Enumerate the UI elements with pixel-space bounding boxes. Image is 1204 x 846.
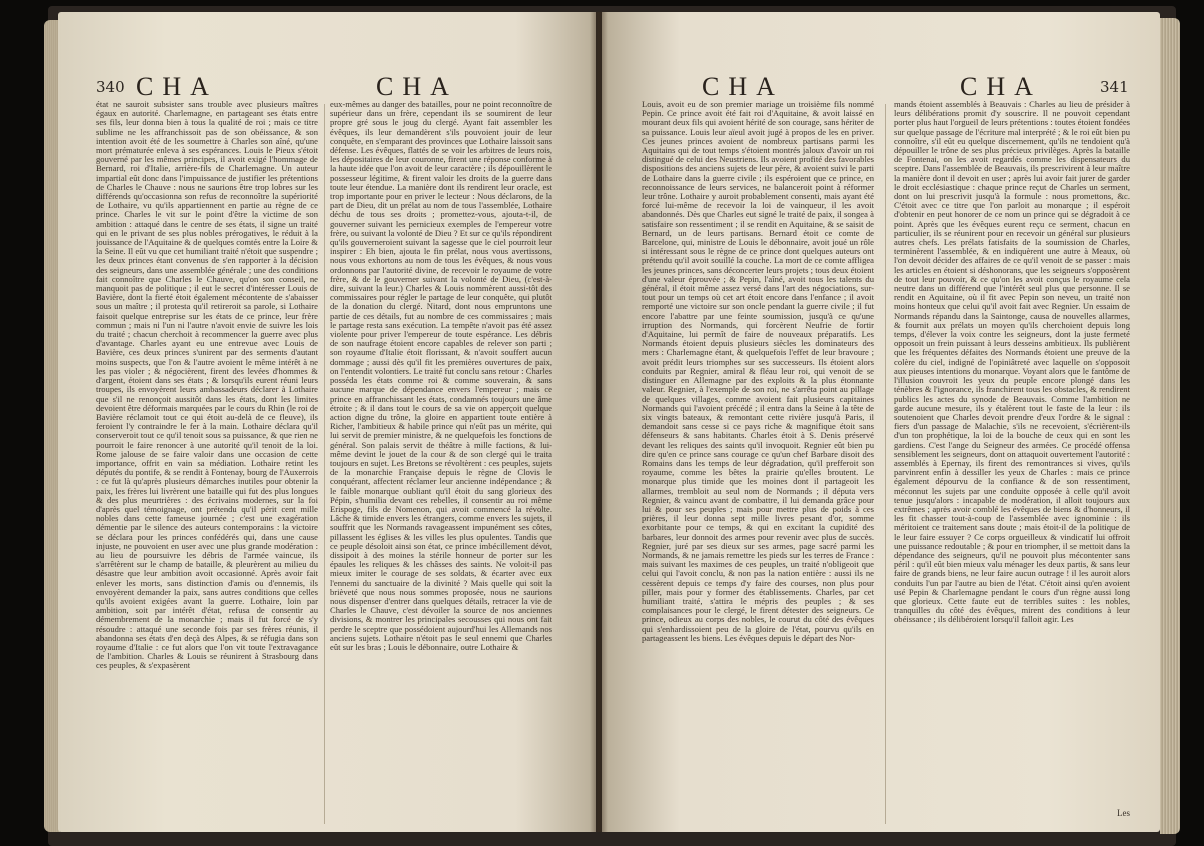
page-number: 341: [1100, 78, 1129, 96]
right-page-header: [642, 72, 1132, 102]
running-head-right-col: CHA: [376, 72, 458, 101]
body-text: mands étoient assemblés à Beauvais : Charles au lieu de présider à leurs délibérations promit d'y souscrire. Il ne pouvoit cependant porter plus haut l'orgueil de leurs prétentions : toutes étoient fondées sur quelque passage de l'écriture mal interprété ; & le roi eût bien pu connoître, s'il eût eu quelque discernement, qu'ils ne tendoient qu'à dépouiller le trône de ses plus précieux privilèges. Après la bataille de Fontenai, on les avoit regardés comme les dispensateurs du sceptre. Dans l'assemblée de Beauvais, ils prescrivirent à leur maître la manière dont il devoit en user ; après lui avoir fait jurer de garder le droit ecclésiastique : chaque prince reçut de Charles un serment, dont on lui prescrivit jusqu'à la formule : nous promettons, &c. C'étoit avec ce titre que l'on parloit au monarque ; il espéroit d'obtenir en peut honorer de ce nom un prince qui se dégradoit à ce point. Après que les évêques eurent reçu ce serment, chacun en particulier, ils se réunirent pour en recevoir un général sur plusieurs autres chefs. Les prélats fatisfaits de la soumission de Charles, terminèrent l'assemblée, & en indiquèrent une autre à Meaux, où l'on devoit décider des affaires de ce qu'il venoit de se passer : mais les articles en étoient si déshonorans, que les seigneurs s'opposèrent de tout leur pouvoir, & ce qu'on les avoit conçus le royaume cela neutre dans un différend que l'intérêt seul plus que personne. Il se rendit en Aquitaine, où il fit avec Pepin son neveu, un traité non moins honteux que celui qu'il avoit fait avec Regnier. Un essaim de Normands répandu dans la Saintonge, causa de nouvelles allarmes, & fournit aux prélats un moyen qu'ils cherchoient depuis long temps, d'élever la voix contre les seigneurs, dont la juste fermeté opposoit un frein puissant à leurs desseins ambitieux. Ils publièrent que les fréquentes défaites des Normands étoient une preuve de la colère du ciel, indigné de l'opiniâtreté avec laquelle on s'opposoit aux pieuses intentions du monarque. Voyant alors que le fantôme de l'illusion couvroit les yeux du peuple encore plongé dans les ténèbres & l'ignorance, ils franchirent tous les obstacles, & rendirent publics les actes du synode de Beauvais. Comme l'ambition ne garde aucune mesure, ils y étalèrent tout le faste de la leur : ils soutenoient que Charles devoit prendre d'eux l'ordre & le signal : fiers d'un passage de Malachie, s'ils ne recevoient, s'écrièrent-ils d'un ton prophétique, la loi de la bouche de ceux qui en sont les gardiens. C'est l'ange du Seigneur des armées. Ce procédé offensa sensiblement les seigneurs, dont on attaquoit ouvertement l'autorité : assemblés à Epernay, ils firent des remontrances si vives, qu'ils parvinrent enfin à dessiller les yeux de Charles : mais ce prince également dépourvu de la confiance & de son ressentiment, méconnut les sujets par une conduite opposée à celle qu'il avoit tenue jusqu'alors : incapable de modération, il alloit toujours aux extrêmes ; après avoir comblé les évêques de biens & d'honneurs, il les fit chasser tout-à-coup de l'assemblée avec ignominie : ils méritoient ce traitement sans doute ; mais étoit-il de la politique de le leur faire essuyer ? Ce corps orgueilleux & vindicatif lui offroit une puissance redoutable ; & pour en triompher, il se mettoit dans la dépendance des seigneurs, qu'il ne pouvoit plus mécontenter sans péril : qu'il eût bien mieux valu ménager les deux partis, & sans leur faire de grands biens, ne leur faire aucun outrage ! il les auroit alors conduits l'un par l'autre au bien de l'état. C'étoit ainsi qu'en avoient usé Pepin & Charlemagne pendant le cours d'un règne aussi long que glorieux. Cette faute eut de terribles suites : les nobles, tranquilles du côté des évêques, mirent des conditions à leur obéissance ; ils délibéroient lorsqu'il falloit agir. Les: [894, 100, 1130, 625]
book-gutter: [590, 12, 608, 832]
body-text: état ne sauroit subsister sans trouble avec plusieurs maîtres égaux en autorité. Charlemagne, en partageant ses états entre ses fils, leur donna bien à tous la qualité de roi ; mais ce titre sublime ne les affranchissoit pas de son obéissance, & son intention avoit été de les soumettre à Charles son aîné, qu'une mort prématurée enleva à ses espérances. Louis le Pieux s'étoit gouverné par les mêmes principes, il avoit exigé l'hommage de Bernard, roi d'Italie, arrière-fils de Charlemagne. Un auteur impartial eût donc dans l'impuissance de justifier les prétentions de Charles le Chauve : nous ne saurions être trop lobres sur les différends qu'occasionna son refus de reconnoître la supériorité de Lothaire, vu qu'ils appartiennent en partie au règne de ce prince. Charles le vit sur le point d'être la victime de son ambition : attaqué dans le centre de ses états, il signe un traité qui en le privant de ses plus nobles prérogatives, le réduit à la jouissance de l'Aquitaine & de quelques comtés entre la Loire & la Seine. Il eût vu que cet humiliant traité n'étoit que suspendre ; les deux princes étant convenus de s'en rapporter à la décision des seigneurs, dans une assemblée générale ; une des conditions fait connoître que Charles le Chauve, qu'on son conseil, ne manquoit pas de politique ; il eut le secret d'intéresser Louis de Bavière, dont la fierté étoit également mécontente de s'abaisser sous un maître ; il protesta qu'il retireroit sa parole, si Lothaire faisoit quelque entreprise sur les états de ce prince, leur frère commun ; mais ni l'un ni l'autre n'avoit envie de suivre les lois du traité ; chacun cherchoit à recommencer la guerre avec plus d'avantage. Charles ayant eu une entrevue avec Louis de Bavière, ces deux princes s'unirent par des serments d'autant moins suspects, que l'on & l'autre avoient le même intérêt à ne les pas violer ; & négocièrent, firent des levées d'hommes & d'argent, étoient dans ses états ; & lorsqu'ils eurent réuni leurs troupes, ils envoyèrent leurs ambassadeurs déclarer à Lothaire que s'il ne renonçoit aussitôt dans les états, dont les limites devoient être déformais marquées par le cours du Rhin (le roi de Bavière réclamoit tout ce qui étoit au-delà de ce fleuve), ils feroient l'y contraindre le fer à la main. Lothaire déclara qu'il conserveroit tout ce qu'il tenoit sous sa puissance, & que rien ne pourroit le faire renoncer à une autorité qu'il tenoit de la loi. Rome jalouse de se faire valoir dans une occasion de cette importance, offrit en vain sa médiation. Lothaire retint les députés du pontife, & se rendit à Fontenay, bourg de l'Auxerrois : ce fut là qu'après plusieurs démarches inutiles pour obtenir la paix, les frères lui livrèrent une bataille qui fut des plus longues & des plus meurtrières : des écrivains modernes, sur la foi d'après quel témoignage, ont prétendu qu'il périt cent mille nobles dans cette fameuse journée ; c'est une exagération démentie par le silence des auteurs contemporains : la victoire se déclara pour les princes confédérés qui, dans une cause injuste, ne pouvoient en user avec une plus grande modération : au lieu de poursuivre les débris de l'armée vaincue, ils s'arrêtèrent sur le champ de bataille, & pleurèrent au milieu du désastre que leur ambition avoit occasionné. Après avoir fait enlever les morts, sans distinction d'amis ou d'ennemis, ils envoyèrent demander la paix, sans autres conditions que celles qu'ils avoient exigées avant la guerre. Lothaire, loin par ambition, soit par intérêt d'état, refusa de consentir au démembrement de la monarchie ; mais il fut forcé de s'y résoudre : attaqué une seconde fois par ses frères réunis, il abandonna ses états d'en deçà des Alpes, & se réfugia dans son royaume d'Italie : ce fut alors que l'on vit toute l'extravagance de l'ambition. Charles & Louis se réunirent à Strasbourg dans ces peuples, & s'expasèrent: [96, 100, 318, 671]
left-page-column-1: [96, 100, 318, 830]
right-page: [602, 12, 1160, 832]
right-page-edges: [1160, 18, 1180, 834]
left-page: [58, 12, 596, 832]
right-page-column-2: [894, 100, 1130, 830]
column-divider: [885, 104, 886, 824]
body-text: eux-mêmes au danger des batailles, pour ne point reconnoître de supérieur dans un frère, cependant ils se soumirent de leur propre gré sous le joug du clergé. Ayant fait assembler les évêques, ils leur demandèrent s'ils pouvoient jouir de leur conquête, en s'emparant des provinces que Lothaire laissoit sans défense. Les évêques, flattés de se voir les arbitres de leurs rois, les dépositaires de leur couronne, firent une réponse conforme à la haute idée que l'on avoit de leur caractère ; ils dépouillèrent le possesseur légitime, & firent valoir les droits de la guerre dans toute leur étendue. La manière dont ils rendirent leur oracle, est trop importante pour en priver le lecteur : Nous déclarons, de la part de Dieu, dit un prélat au nom de tous l'assemblée, Lothaire déchu de tous ses droits ; promettez-vous, ajouta-t-il, de gouverner suivant les pernicieux exemples de l'empereur votre frère, ou suivant la volonté de Dieu ? Et sur ce qu'ils répondirent qu'ils gouverneroient suivant la sagesse que le ciel pourroit leur inspirer : Eh bien, ajouta le fin prélat, nous vous avertissons, nous vous exhortons au nom de tous les évêques, & nous vous ordonnons par l'autorité divine, de recevoir le royaume de votre frère, & de le gouverner suivant la volonté de Dieu, (c'est-à-dire, suivant la leur.) Charles & Louis nommèrent aussi-tôt des commissaires pour régler le partage de leur conquête, qui plutôt de la donation du clergé. Nitard, dont nous empruntons une partie de ces détails, fut au nombre de ces commissaires ; mais le partage resta sans exécution. La tempête n'avoit pas été assez violente pour priver l'empereur de toute espérance. Les débris de son naufrage étoient encore capables de relever son parti ; son royaume d'Italie étoit florissant, & n'avoit souffert aucun dommage ; aussi dès qu'il fit les premières ouvertures de paix, on l'entendit volontiers. Le traité fut conclu sans retour : Charles posséda les états comme roi & comme souverain, & sans aucune marque de dépendance envers l'empereur ; mais ce prince en affranchissant les états, condamnés toujours une âme étroite ; & il dans tout le cours de sa vie on apperçoit quelque action digne du trône, la gloire en appartient toute entière à Richer, l'ambitieux & habile prince qui n'eût pas un mérite, qui lui servit de premier ministre, & ne quelquefois les fonctions de général. Son palais servit de théâtre à mille factions, & lui-même devint le jouet de la cour & de son clergé qui le traita toujours en sujet. Les Bretons se révoltèrent : ces peuples, sujets de la monarchie Française depuis le règne de Clovis le conquérant, affectent réclamer leur ancienne indépendance ; & le faible monarque oubliant qu'il étoit du sang glorieux des Pépin, s'humilia devant ces rebelles, il consentir au roi même Erispoge, fils de Nomenon, qui avoit commencé la révolte. Lâche & timide envers les étrangers, comme envers les sujets, il souffrit que les Normands ravageassent impunément ses côtes, pillassent les églises & les villes les plus opulentes. Tandis que ce peuple désoloit ainsi son état, ce prince imbécillement dévot, dissipoit à des moines la stérile honneur de porter sur les épaules les reliques & les châsses des saints. Ne voloit-il pas mieux imiter le courage de ses soldats, & écarter avec eux l'ennemi du sanctuaire de la divinité ? Mais quelle qui soit la brièveté que nous nous sommes proposée, nous ne saurions nous dispenser d'entrer dans quelques détails, retracer la vie de Charles le Chauve, c'est dévoiler la source de nos anciennes divisions, & montrer les principales secousses qui nous ont fait perdre le sceptre que possédoient aujourd'hui les Allemands nos anciens sujets. Lothaire n'étoit pas le seul ennemi que Charles eût sur les bras ; Louis le débonnaire, outre Lothaire &: [330, 100, 552, 652]
body-text: Louis, avoit eu de son premier mariage un troisième fils nommé Pepin. Ce prince avoit été fait roi d'Aquitaine, & avoit laissé en mourant deux fils qui avoient hérité de son courage, sans hériter de sa puissance. Louis leur aïeul avoit jugé à propos de les en priver. Ces jeunes princes avoient de nombreux partisans parmi les Aquitains qui de tout temps s'étoient montrés jaloux d'avoir un roi distingué de celui des Neustriens. Ils avoient profité des favorables dispositions des anciens sujets de leur père, & avoient suivi le parti de Lothaire dans la guerre civile ; ils espéroient que ce prince, en reconnoissance de leurs services, ne balanceroit point à réformer leur trône. Lothaire y auroit probablement consenti, mais ayant été forcé lui-même de recevoir la loi de vainqueur, il les avoit abandonnés. Dès que Charles eut signé le traité de paix, il songea à satisfaire son ressentiment ; il se rendit en Aquitaine, & se saisit de Bernard, un de leurs partisans. Bernard étoit ce comte de Barcelone, qui, ministre de Louis le débonnaire, avoit joué un rôle si intéressant sous le règne de ce prince dont quelques auteurs ont prétendu qu'il avoit souillé la couche. La mort de ce comte affligea les jeunes princes, sans déconcerter leurs projets ; tous deux étoient d'une valeur éprouvée ; & Pepin, l'aîné, avoit tous les talents du général, il étoit même assez versé dans l'art des négociations, sur-tout pour un temps où cet art étoit encore dans l'enfance ; il avoit remporté une victoire sur son oncle pendant la guerre civile ; il fut encore l'abattre par une feinte soumission, jusqu'à ce qu'une irruption des Normands, qui forcèrent Neufrie de fortir d'Aquitaine, lui permît de faire de nouveaux préparatifs. Les Normands étoient depuis plusieurs siècles les dominateurs des mers : Charlemagne étant, & quelquefois l'effet de leur bravoure ; avoit prédit leurs triomphes sur ses successeurs. Ils étoient alors conduits par Regnier, amiral & fléau leur roi, qui venoit de se distinguer en Allemagne par des exploits & la plus étonnante valeur. Regnier, à l'exemple de son roi, ne s'arrêta point au pillage de quelques villages, comme avoient fait plusieurs capitaines Normands qui l'avoient précédé ; il entra dans la Seine à la tête de six vingts bateaux, & remontant cette rivière jusqu'à Paris, il demandoit sans cesse si ce pays riche & magnifique étoit sans défenseurs & sans habitants. Charles étoit à S. Denis préservé devant les reliques des saints qu'il invoquoit. Regnier eût bien pu dire qu'en ce prince sans courage ce qu'un chef Barbare disoit des Romains dans les temps de leur dégradation, qu'il prefferoit son royaume, comme les bêtes la prairie qu'elles broutent. Le monarque plus timide que les moines dont il partageoit les allarmes, trembloit au seul nom de Normands ; il députa vers Regnier, & vaincu avant de combattre, il lui demanda grâce pour lui & pour ses peuples ; mais pour mettre plus de poids à ces prières, il leur donna sept mille livres pesant d'or, somme exorbitante pour ce temps, & qui en excitant la cupidité des barbares, leur donnoit des armes pour revenir avec plus de succès. Regnier, juré par ses dieux sur ses armes, page sacré parmi les Normands, & ne jamais remettre les pieds sur les terres de France : mais suivant les maximes de ces peuples, un traité n'obligeoit que celui qui l'avoit conclu, & non pas la nation entière : aussi ils ne cessèrent depuis ce temps d'y faire des courses, non plus pour piller, mais pour y former des établissements. Charles, par cet humiliant traité, s'attira le mépris des peuples ; & ses complaisances pour le clergé, le firent détester des seigneurs. Ce prince, odieux au corps des nobles, le courut du côté des évêques qui s'enhardissoient peu de la gloire de l'état, pourvu qu'ils en partageassent les biens. Les évêques depuis le départ des Nor-: [642, 100, 874, 643]
left-page-header: [96, 72, 566, 102]
left-page-column-2: [330, 100, 552, 830]
running-head-left-col: CHA: [702, 72, 784, 101]
running-head-right-col: CHA: [960, 72, 1042, 101]
catchword: Les: [1117, 808, 1130, 818]
column-divider: [324, 104, 325, 824]
right-page-column-1: [642, 100, 874, 830]
running-head-left-col: CHA: [136, 72, 218, 101]
page-number: 340: [96, 78, 125, 96]
